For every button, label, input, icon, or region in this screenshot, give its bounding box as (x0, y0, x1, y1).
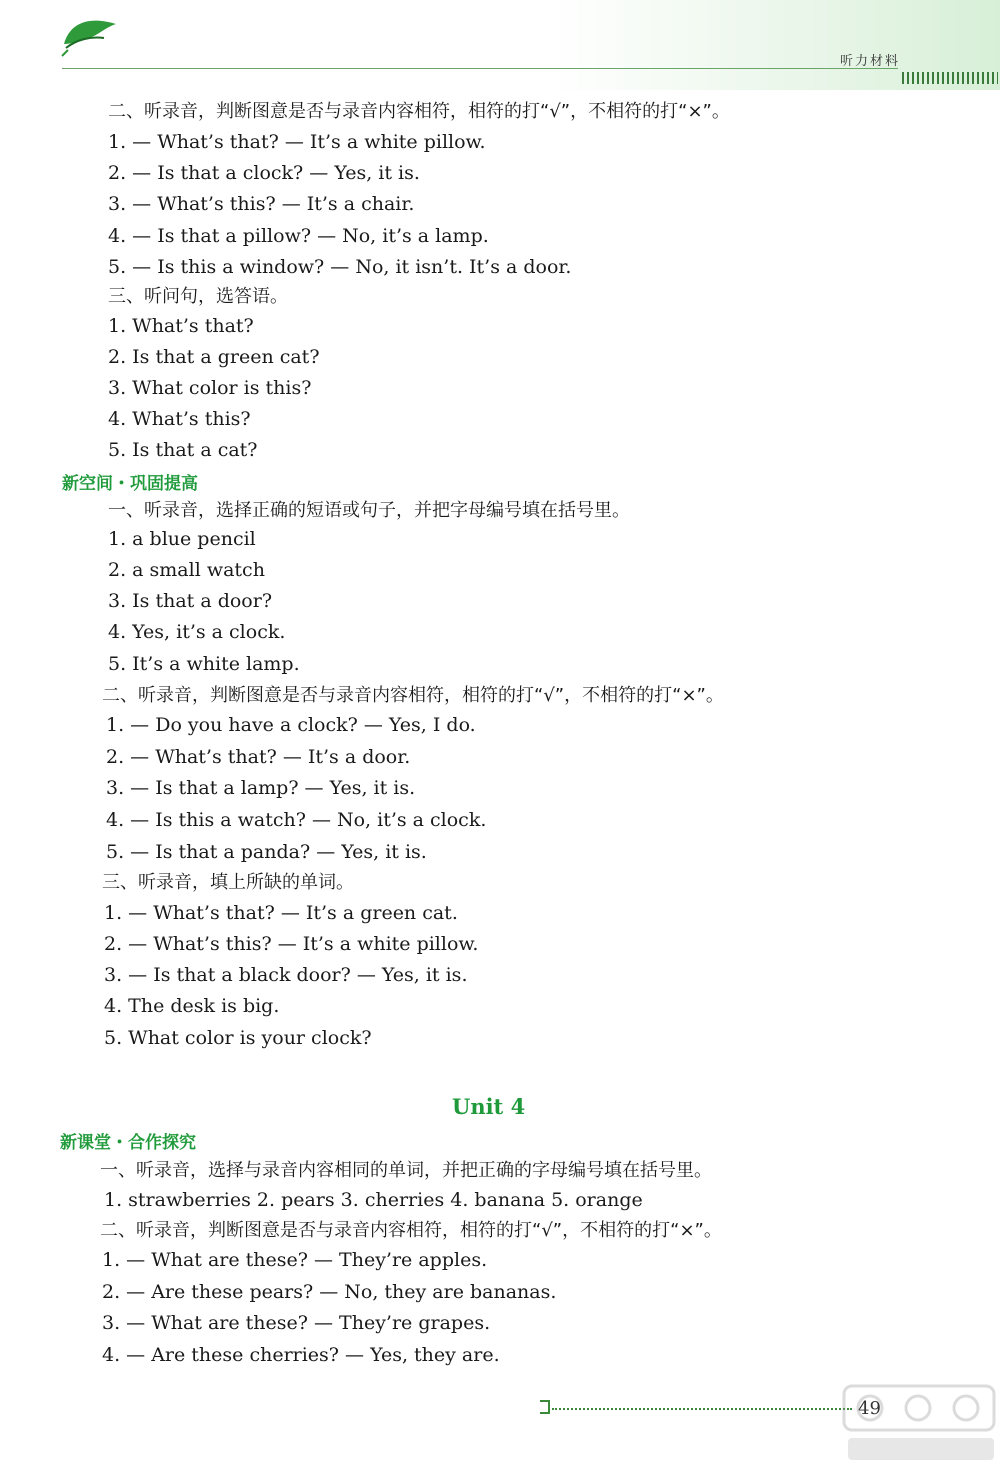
instruction-line: 二、听录音，判断图意是否与录音内容相符，相符的打“√”，不相符的打“×”。 (108, 101, 730, 122)
item-line: 1. — What are these? — They’re apples. (102, 1249, 488, 1271)
header-rule (62, 68, 898, 69)
item-line: 3. What color is this? (108, 377, 312, 399)
footer-dotted-rule (552, 1408, 852, 1411)
item-line: 2. — Is that a clock? — Yes, it is. (108, 162, 420, 184)
unit-title: Unit 4 (452, 1094, 526, 1119)
instruction-line: 二、听录音，判断图意是否与录音内容相符，相符的打“√”，不相符的打“×”。 (100, 1220, 722, 1241)
header-label: 听力材料 (840, 54, 901, 69)
item-line: 4. — Is that a pillow? — No, it’s a lamp. (108, 225, 489, 247)
instruction-line: 三、听录音，填上所缺的单词。 (102, 872, 354, 893)
section-title: 新课堂・合作探究 (60, 1133, 196, 1153)
item-line: 2. — Are these pears? — No, they are bananas. (102, 1281, 557, 1303)
item-line: 2. a small watch (108, 559, 265, 581)
item-line: 2. Is that a green cat? (108, 346, 320, 368)
item-line: 1. What’s that? (108, 315, 254, 337)
item-line: 5. What color is your clock? (104, 1027, 372, 1049)
instruction-line: 一、听录音，选择正确的短语或句子，并把字母编号填在括号里。 (108, 500, 630, 521)
item-line: 1. — What’s that? — It’s a white pillow. (108, 131, 486, 153)
item-line: 4. Yes, it’s a clock. (108, 621, 286, 643)
item-line: 1. — What’s that? — It’s a green cat. (104, 902, 458, 924)
item-line: 2. — What’s that? — It’s a door. (106, 746, 411, 768)
item-line: 1. strawberries 2. pears 3. cherries 4. banana 5. orange (104, 1189, 643, 1211)
header-band (0, 0, 1000, 90)
instruction-line: 二、听录音，判断图意是否与录音内容相符，相符的打“√”，不相符的打“×”。 (102, 685, 724, 706)
section-title: 新空间・巩固提高 (62, 474, 198, 494)
leaf-logo-icon (60, 14, 120, 58)
instruction-line: 三、听问句，选答语。 (108, 286, 288, 307)
item-line: 5. Is that a cat? (108, 439, 258, 461)
item-line: 4. — Is this a watch? — No, it’s a clock. (106, 809, 487, 831)
item-line: 3. — What’s this? — It’s a chair. (108, 193, 415, 215)
page-number: 49 (858, 1398, 881, 1419)
item-line: 1. — Do you have a clock? — Yes, I do. (106, 714, 476, 736)
item-line: 5. — Is this a window? — No, it isn’t. It’s a door. (108, 256, 572, 278)
item-line: 4. The desk is big. (104, 995, 280, 1017)
item-line: 1. a blue pencil (108, 528, 256, 550)
item-line: 4. What’s this? (108, 408, 251, 430)
item-line: 3. — Is that a lamp? — Yes, it is. (106, 777, 416, 799)
item-line: 5. It’s a white lamp. (108, 653, 300, 675)
watermark-stamp-icon (840, 1380, 1000, 1467)
header-stripe-decoration (902, 72, 998, 84)
item-line: 3. Is that a door? (108, 590, 273, 612)
instruction-line: 一、听录音，选择与录音内容相同的单词，并把正确的字母编号填在括号里。 (100, 1160, 712, 1181)
item-line: 3. — Is that a black door? — Yes, it is. (104, 964, 468, 986)
item-line: 5. — Is that a panda? — Yes, it is. (106, 841, 427, 863)
item-line: 3. — What are these? — They’re grapes. (102, 1312, 491, 1334)
item-line: 4. — Are these cherries? — Yes, they are. (102, 1344, 500, 1366)
item-line: 2. — What’s this? — It’s a white pillow. (104, 933, 479, 955)
footer-bracket-icon (540, 1400, 550, 1414)
